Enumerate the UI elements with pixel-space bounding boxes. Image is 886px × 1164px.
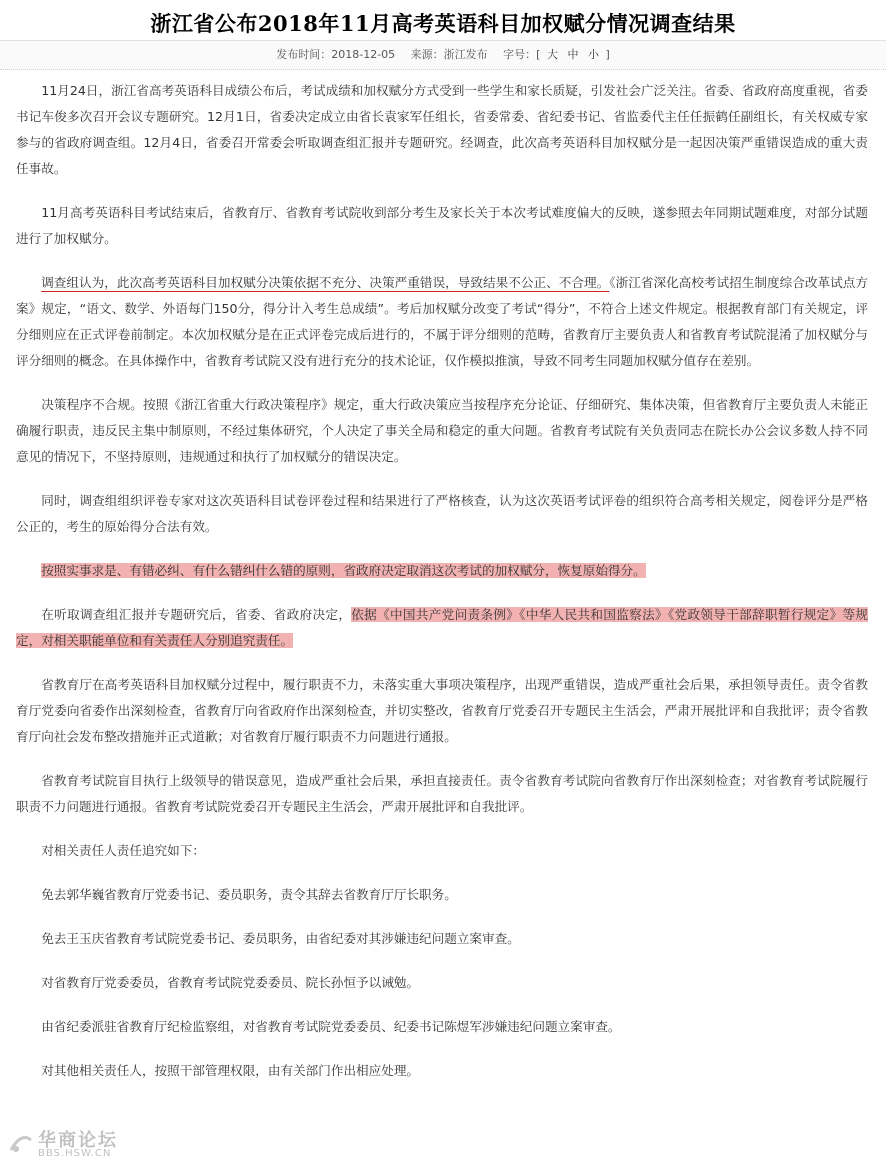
article-paragraph-4: 决策程序不合规。按照《浙江省重大行政决策程序》规定，重大行政决策应当按程序充分论证、仔细研究、集体决策，但省教育厅主要负责人未能正确履行职责，违反民主集中制原则，不经过集体研究，个人决定了事关全局和稳定的重大问题。省教育考试院有关负责同志在院长办公会议多数人持不同意见的情况下，不坚持原则，违规通过和执行了加权赋分的错误决定。: [16, 397, 868, 464]
forum-url: BBS.HSW.CN: [38, 1148, 112, 1159]
font-size-large-link[interactable]: 大: [546, 48, 558, 61]
article-paragraph-6: [16, 558, 868, 584]
font-size-end: ]: [605, 48, 610, 61]
font-size-medium-link[interactable]: 中: [567, 48, 579, 61]
article-meta-bar: [0, 40, 886, 70]
article-paragraph-9: 省教育考试院盲目执行上级领导的错误意见，造成严重社会后果，承担直接责任。责令省教育考试院向省教育厅作出深刻检查；对省教育考试院履行职责不力问题进行通报。省教育考试院党委召开专题民主生活会，严肃开展批评和自我批评。: [16, 773, 868, 814]
forum-logo-icon: [8, 1130, 34, 1156]
article-paragraph-12: 免去王玉庆省教育考试院党委书记、委员职务，由省纪委对其涉嫌违纪问题立案审查。: [41, 931, 520, 946]
forum-name: 华商论坛: [38, 1130, 118, 1151]
publish-time: 发布时间：2018-12-05: [276, 48, 396, 61]
paragraph-7-plain: 在听取调查组汇报并专题研究后，省委、省政府决定，: [41, 607, 352, 622]
paragraph-3-rest: 《浙江省深化高校考试招生制度综合改革试点方案》规定，“语文、数学、外语每门150分，得分计入考生总成绩”。考后加权赋分改变了考试“得分”，不符合上述文件规定。根据教育部门有关规定，评分细则应在正式评卷前制定。本次加权赋分是在正式评卷完成后进行的，不属于评分细则的范畴，省教育厅主要负责人和省教育考试院混淆了加权赋分与评分细则的概念。在具体操作中，省教育考试院又没有进行充分的技术论证，仅作模拟推演，导致不同考生同题加权赋分值存在差别。: [16, 275, 869, 368]
article-source: 来源：浙江发布: [410, 48, 488, 61]
article-paragraph-11: 免去郭华巍省教育厅党委书记、委员职务，责令其辞去省教育厅厅长职务。: [41, 887, 457, 902]
article-paragraph-14: 由省纪委派驻省教育厅纪检监察组，对省教育考试院党委委员、纪委书记陈煜军涉嫌违纪问题立案审查。: [41, 1019, 621, 1034]
article-paragraph-13: 对省教育厅党委委员，省教育考试院党委委员、院长孙恒予以诫勉。: [41, 975, 419, 990]
article-body: [16, 78, 868, 1102]
article-paragraph-2: 11月高考英语科目考试结束后，省教育厅、省教育考试院收到部分考生及家长关于本次考试难度偏大的反映，遂参照去年同期试题难度，对部分试题进行了加权赋分。: [16, 205, 868, 246]
article-paragraph-1: 11月24日，浙江省高考英语科目成绩公布后，考试成绩和加权赋分方式受到一些学生和家长质疑，引发社会广泛关注。省委、省政府高度重视，省委书记车俊多次召开会议专题研究。12月1日，省委决定成立由省长袁家军任组长，省委常委、省纪委书记、省监委代主任任振鹤任副组长，有关权威专家参与的省政府调查组。12月4日，省委召开常委会听取调查组汇报并专题研究。经调查，此次高考英语科目加权赋分是一起因决策严重错误造成的重大责任事故。: [16, 83, 868, 176]
font-size-label: 字号：[: [503, 48, 541, 61]
font-size-control: [503, 48, 610, 61]
forum-watermark: [8, 1126, 148, 1162]
article-paragraph-10: 对相关责任人责任追究如下：: [41, 843, 205, 858]
highlighted-decision: 按照实事求是、有错必纠、有什么错纠什么错的原则，省政府决定取消这次考试的加权赋分，恢复原始得分。: [41, 563, 646, 578]
article-title: 浙江省公布2018年11月高考英语科目加权赋分情况调查结果: [150, 11, 736, 36]
article-paragraph-5: 同时，调查组组织评卷专家对这次英语科目试卷评卷过程和结果进行了严格核查，认为这次英语考试评卷的组织符合高考相关规定，阅卷评分是严格公正的，考生的原始得分合法有效。: [16, 493, 868, 534]
article-paragraph-3: [16, 270, 868, 374]
font-size-small-link[interactable]: 小: [587, 48, 599, 61]
article-paragraph-15: 对其他相关责任人，按照干部管理权限，由有关部门作出相应处理。: [41, 1063, 419, 1078]
underlined-conclusion: 调查组认为，此次高考英语科目加权赋分决策依据不充分、决策严重错误，导致结果不公正、不合理。: [41, 275, 610, 290]
article-paragraph-8: 省教育厅在高考英语科目加权赋分过程中，履行职责不力，未落实重大事项决策程序，出现严重错误，造成严重社会后果，承担领导责任。责令省教育厅党委向省委作出深刻检查，省教育厅向省政府作出深刻检查，并切实整改，省教育厅党委召开专题民主生活会，严肃开展批评和自我批评；责令省教育厅向社会发布整改措施并正式道歉；对省教育厅履行职责不力问题进行通报。: [16, 677, 868, 744]
highlighted-accountability: 依据《中国共产党问责条例》《中华人民共和国监察法》《党政领导干部辞职暂行规定》等规定，对相关职能单位和有关责任人分别追究责任。: [16, 607, 869, 648]
article-paragraph-7: [16, 602, 868, 654]
